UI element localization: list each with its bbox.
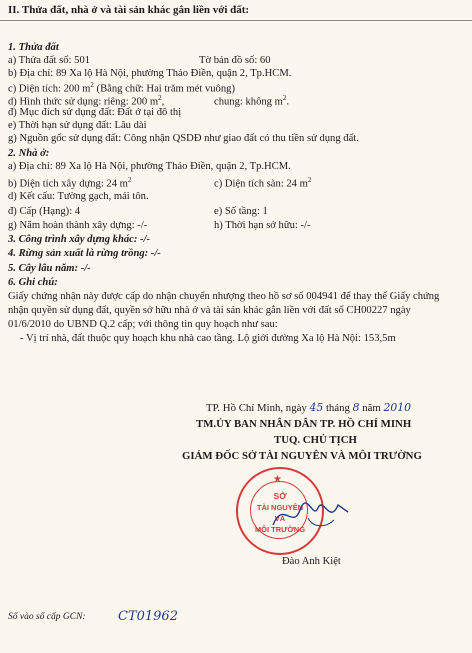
date-year: 2010: [383, 401, 411, 414]
hinh-thuc-rieng-sup: 2: [158, 94, 162, 102]
so-vao-so-label: Số vào sổ cấp GCN:: [8, 612, 86, 622]
seal-line-2: TÀI NGUYÊN: [256, 503, 304, 512]
rung-san-xuat: 4. Rừng sản xuất là rừng trồng: -/-: [8, 248, 161, 259]
tuq-chu-tich: TUQ. CHỦ TỊCH: [274, 434, 357, 446]
dien-tich-san: [214, 176, 311, 191]
dien-tich-unit-sup: 2: [90, 81, 94, 89]
date-prefix: TP. Hồ Chí Minh, ngày: [206, 402, 307, 414]
date-year-label: năm: [362, 402, 381, 414]
dien-tich-san-sup: 2: [307, 176, 312, 184]
cay-lau-nam: 5. Cây lâu năm: -/-: [8, 263, 91, 274]
seal-line-4: MÔI TRƯỜNG: [254, 525, 306, 534]
date-month-label: tháng: [325, 402, 350, 414]
so-tang: e) Số tầng: 1: [214, 206, 268, 217]
hinh-thuc-chung-text: chung: không m: [214, 96, 283, 108]
handwritten-signature: [268, 490, 358, 540]
ket-cau: d) Kết cấu: Tường gạch, mái tôn.: [8, 191, 149, 202]
seal-line-1: SỞ: [273, 491, 287, 501]
hinh-thuc-end: .: [286, 96, 290, 108]
seal-star-icon: ★: [273, 474, 282, 485]
header-rule: [0, 20, 472, 21]
nha-o-dia-chi: a) Địa chỉ: 89 Xa lộ Hà Nội, phường Thảo Điền, quận 2, Tp.HCM.: [8, 161, 291, 172]
thua-dat-heading: 1. Thửa đất: [8, 42, 59, 53]
dien-tich-xay-dung: [8, 176, 131, 191]
signer-position: GIÁM ĐỐC SỞ TÀI NGUYÊN VÀ MÔI TRƯỜNG: [182, 450, 422, 462]
thua-dat-so: a) Thửa đất số: 501: [8, 55, 91, 66]
dien-tich-words: (Bằng chữ: Hai trăm mét vuông): [96, 83, 235, 95]
date-day: 45: [309, 401, 324, 414]
thua-dat-dia-chi: b) Địa chỉ: 89 Xa lộ Hà Nội, phường Thảo Điền, quận 2, Tp.HCM.: [8, 68, 292, 79]
so-vao-so-value: CT01962: [118, 609, 178, 624]
date-line: [206, 402, 411, 415]
signer-name: Đào Anh Kiệt: [282, 556, 341, 567]
to-ban-do-so: Tờ bản đồ số: 60: [199, 55, 271, 66]
dien-tich-value: c) Diện tích: 200 m: [8, 83, 91, 95]
ghi-chu-line-1: Giấy chứng nhận này được cấp do nhận chuyển nhượng theo hồ sơ số 004941 để thay thế Giấy chứng: [8, 291, 440, 302]
dien-tich-xay-dung-text: b) Diện tích xây dựng: 24 m: [8, 178, 128, 190]
seal-line-3: VÀ: [274, 514, 286, 523]
ghi-chu-line-4: - Vị trí nhà, đất thuộc quy hoạch khu nhà cao tầng. Lộ giới đường Xa lộ Hà Nội: 153,5m: [20, 333, 396, 344]
hinh-thuc-chung-sup: 2: [282, 94, 287, 102]
dien-tich-xay-dung-sup: 2: [127, 176, 132, 184]
ghi-chu-heading: 6. Ghi chú:: [8, 277, 58, 288]
cap-hang: đ) Cấp (Hạng): 4: [8, 206, 81, 217]
section-title: II. Thửa đất, nhà ở và tài sản khác gắn liền với đất:: [8, 4, 250, 16]
nguon-goc-su-dung: g) Nguồn gốc sử dụng đất: Công nhận QSDĐ như giao đất có thu tiền sử dụng đất.: [8, 133, 359, 144]
ghi-chu-line-2: nhận quyền sử dụng đất, quyền sở hữu nhà ở và tài sản khác gắn liền với đất số CH00227 ngày: [8, 305, 411, 316]
muc-dich-su-dung: đ) Mục đích sử dụng đất: Đất ở tại đô thị: [8, 107, 182, 118]
nam-hoan-thanh: g) Năm hoàn thành xây dựng: -/-: [8, 220, 148, 231]
hinh-thuc-comma: ,: [161, 96, 165, 108]
thoi-han-so-huu: h) Thời hạn sở hữu: -/-: [214, 220, 311, 231]
dien-tich-san-text: c) Diện tích sàn: 24 m: [214, 178, 308, 190]
cong-trinh-xay-dung: 3. Công trình xây dựng khác: -/-: [8, 234, 151, 245]
ghi-chu-line-3: 01/6/2010 do UBND Q.2 cấp; với thông tin quy hoạch như sau:: [8, 319, 278, 330]
thoi-han-su-dung: e) Thời hạn sử dụng đất: Lâu dài: [8, 120, 147, 131]
signing-organization: TM.ỦY BAN NHÂN DÂN TP. HỒ CHÍ MINH: [196, 418, 412, 430]
hinh-thuc-chung: [214, 94, 289, 109]
nha-o-heading: 2. Nhà ở:: [8, 148, 50, 159]
hinh-thuc-rieng: d) Hình thức sử dụng: riêng: 200 m: [8, 96, 159, 108]
date-month: 8: [352, 401, 360, 414]
